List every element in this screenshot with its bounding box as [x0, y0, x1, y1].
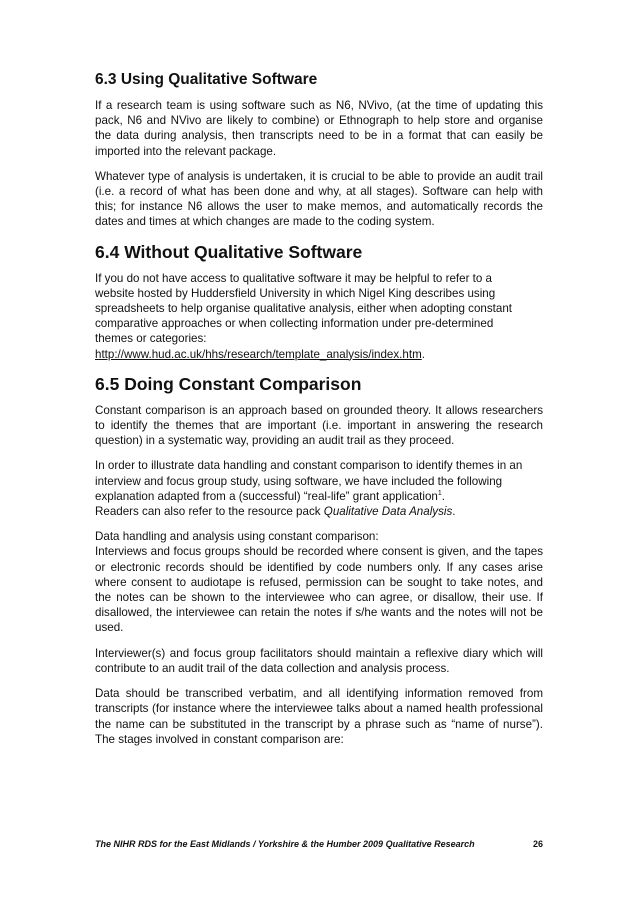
p3-title: Data handling and analysis using constant comparison:	[95, 530, 379, 544]
link-suffix: .	[421, 347, 425, 361]
paragraph-6-5-3	[95, 529, 543, 635]
paragraph-6-5-2	[95, 458, 543, 519]
document-page	[95, 70, 543, 757]
heading-6-5: 6.5 Doing Constant Comparison	[95, 373, 362, 394]
paragraph-6-5-4: Interviewer(s) and focus group facilitators should maintain a reflexive diary which will contribute to an audit trail of the data collection and analysis process.	[95, 646, 543, 675]
heading-6-3: 6.3 Using Qualitative Software	[95, 71, 318, 88]
page-number: 26	[532, 839, 543, 849]
p2-line2: Readers can also refer to the resource pack	[95, 505, 321, 519]
paragraph-6-3-1: If a research team is using software such as N6, NVivo, (at the time of updating this pack, N6 and NVivo are likely to combine) or Ethnograph to help store and organise the data during analysis, then transcripts need to be in a format that can easily be imported into the relevant package.	[95, 99, 543, 158]
p2-text: In order to illustrate data handling and constant comparison to identify themes in an interview and focus group study, using software, we have included the following explanation adapted from a (successful) “real-life” grant application	[95, 459, 523, 503]
footnote-ref: 1	[437, 490, 442, 497]
paragraph-6-5-5: Data should be transcribed verbatim, and all identifying information removed from transcripts (for instance where the interviewee talks about a named health professional the name can be substituted in the transcript by a phrase such as “name of nurse”). The stages involved in constant comparison are:	[95, 687, 543, 746]
template-analysis-link[interactable]: http://www.hud.ac.uk/hhs/research/template_analysis/index.htm	[95, 347, 422, 361]
paragraph-6-4-1	[95, 271, 543, 362]
paragraph-6-5-1: Constant comparison is an approach based on grounded theory. It allows researchers to identify the themes that are important (i.e. important in answering the research question) in a systematic way, providing an audit trail as they proceed.	[95, 403, 543, 448]
heading-6-4: 6.4 Without Qualitative Software	[95, 241, 363, 262]
footer-text: The NIHR RDS for the East Midlands / Yorkshire & the Humber 2009 Qualitative Research	[95, 839, 475, 849]
line-6-4-4: comparative approaches or when collecting information under pre-determined	[95, 317, 494, 331]
line-6-4-3: spreadsheets to help organise qualitative analysis, either when adopting constant	[95, 302, 513, 316]
resource-pack-title: Qualitative Data Analysis	[323, 505, 453, 519]
p3-body: Interviews and focus groups should be recorded where consent is given, and the tapes or electronic records should be identified by code numbers only. If any cases arise where consent to audiotape is refused, permission can be sought to take notes, and the notes can be shown to the interviewee who can agree, or disallow, their use. If disallowed, the interviewee can retain the notes if s/he wants and the notes will not be used.	[95, 545, 543, 635]
line-6-4-1: If you do not have access to qualitative software it may be helpful to refer to a	[95, 271, 492, 285]
page-footer	[95, 839, 543, 849]
line-6-4-2: website hosted by Huddersfield University in which Nigel King describes using	[95, 286, 496, 300]
line-6-4-5: themes or categories:	[95, 332, 207, 346]
p2-end: .	[452, 505, 456, 519]
p2-after-sup: .	[441, 489, 445, 503]
paragraph-6-3-2: Whatever type of analysis is undertaken, it is crucial to be able to provide an audit trail (i.e. a record of what has been done and why, at all stages). Software can help with this; for instance N6 allows the user to make memos, and automatically records the dates and times at which changes are made to the coding system.	[95, 169, 543, 229]
